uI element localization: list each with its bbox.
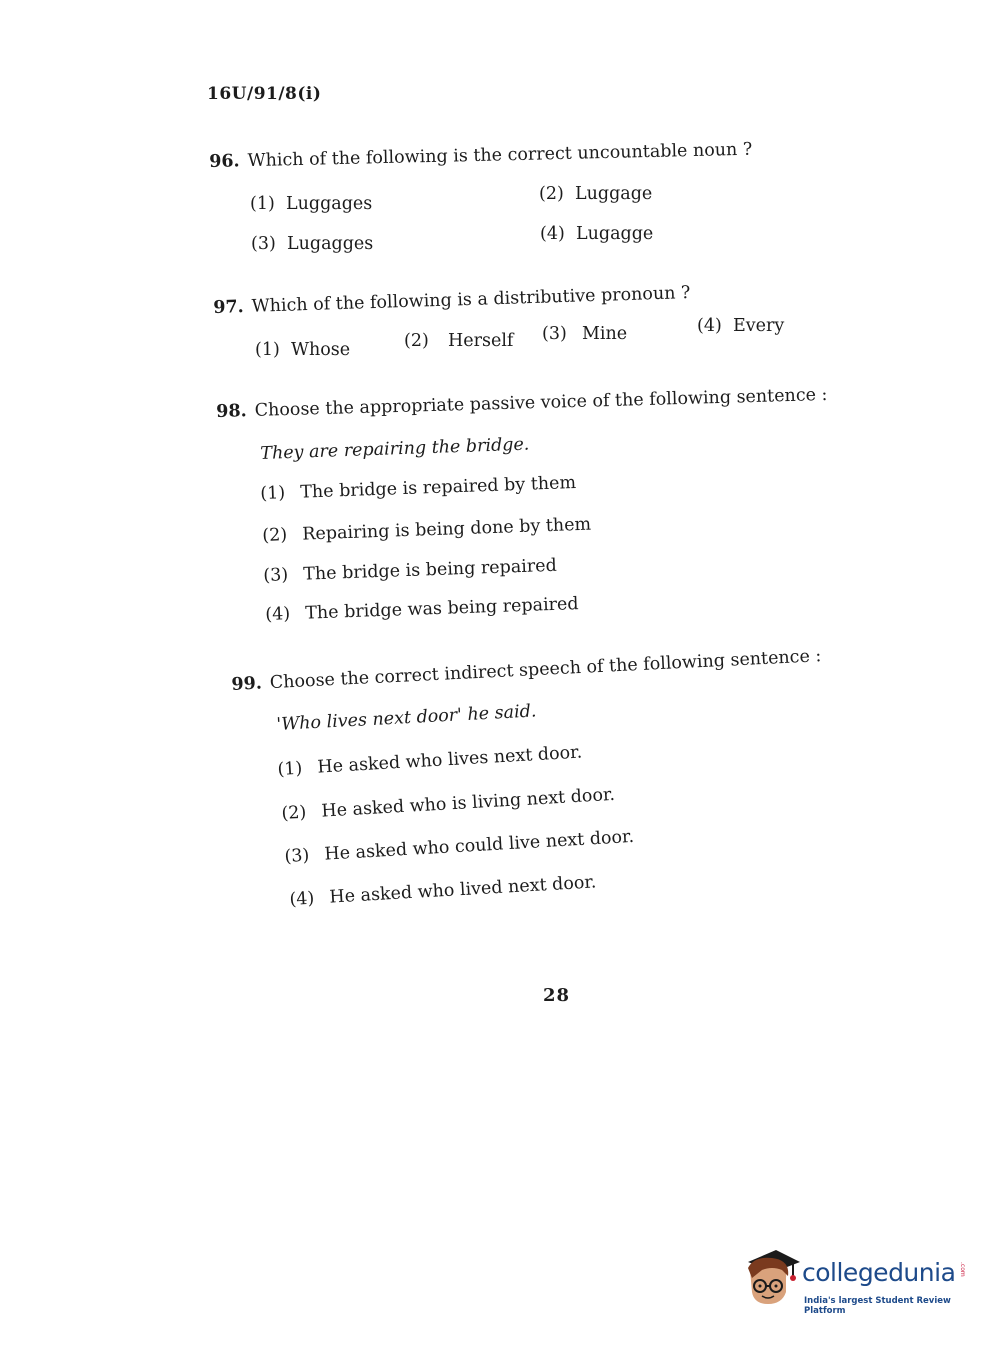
question-99 xyxy=(231,646,822,695)
option-96-1: (1) Luggages xyxy=(250,194,373,214)
question-number: 97. xyxy=(213,297,245,318)
option-99-3: (3) He asked who could live next door. xyxy=(284,826,635,867)
brand-name: collegedunia xyxy=(802,1258,956,1287)
option-97-4: (4) Every xyxy=(697,316,785,336)
question-98 xyxy=(216,385,828,422)
brand-suffix: .com xyxy=(959,1262,966,1277)
option-97-1: (1) Whose xyxy=(255,340,351,360)
question-text: Choose the correct indirect speech of the following sentence : xyxy=(269,646,822,694)
brand-tagline: India's largest Student Review Platform xyxy=(804,1296,951,1316)
option-99-2: (2) He asked who is living next door. xyxy=(281,784,616,824)
question-number: 99. xyxy=(231,673,263,695)
mascot-icon xyxy=(742,1248,800,1314)
question-99-sentence: 'Who lives next door' he said. xyxy=(276,701,537,735)
option-97-3: (3) Mine xyxy=(542,324,628,344)
option-98-2: (2) Repairing is being done by them xyxy=(262,514,592,546)
collegedunia-logo xyxy=(742,1248,972,1318)
option-98-3: (3) The bridge is being repaired xyxy=(263,555,558,586)
page-number: 28 xyxy=(543,985,571,1006)
option-98-4: (4) The bridge was being repaired xyxy=(265,594,579,625)
option-99-1: (1) He asked who lives next door. xyxy=(277,742,583,780)
question-number: 98. xyxy=(216,401,247,422)
option-96-4: (4) Lugagge xyxy=(540,224,654,244)
question-text: Which of the following is the correct uncountable noun ? xyxy=(247,139,753,172)
option-96-2: (2) Luggage xyxy=(539,184,653,204)
option-99-4: (4) He asked who lived next door. xyxy=(289,872,597,910)
question-97 xyxy=(213,283,691,318)
question-text: Choose the appropriate passive voice of the following sentence : xyxy=(254,384,828,421)
paper-code: 16U/91/8(i) xyxy=(207,84,322,104)
option-98-1: (1) The bridge is repaired by them xyxy=(260,472,577,504)
question-number: 96. xyxy=(209,151,240,172)
question-98-sentence: They are repairing the bridge. xyxy=(260,434,530,464)
question-text: Which of the following is a distributive pronoun ? xyxy=(251,283,691,317)
option-97-2: (2) Herself xyxy=(404,331,514,351)
question-96 xyxy=(209,140,753,172)
option-96-3: (3) Lugagges xyxy=(251,234,374,254)
